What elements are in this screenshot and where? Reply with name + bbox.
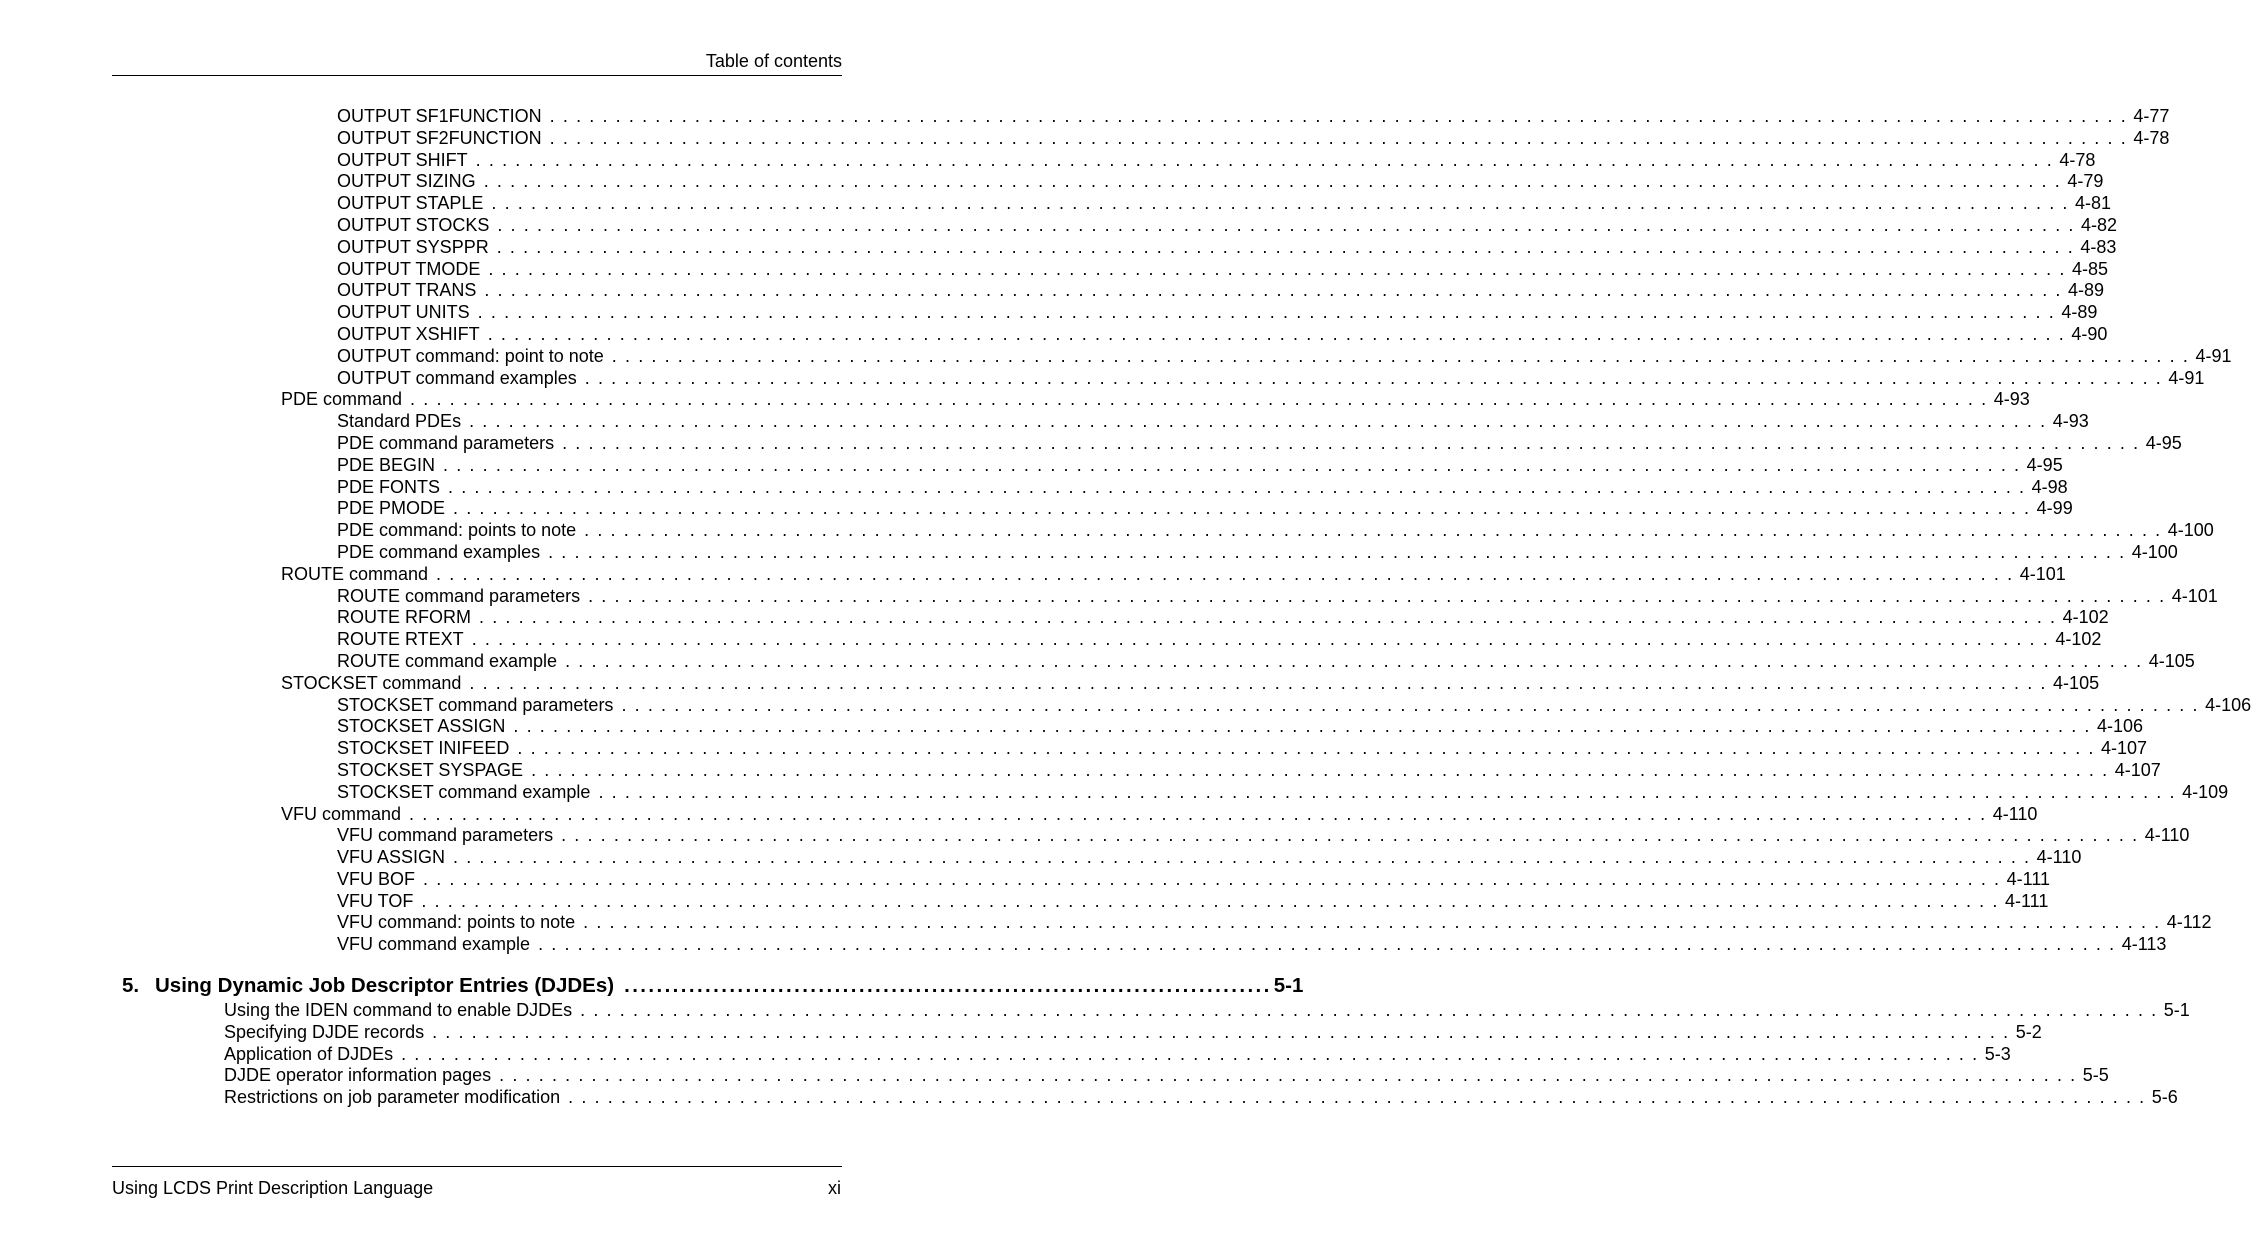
- toc-entry[interactable]: [224, 1087, 2178, 1109]
- dot-leader: . . . . . . . . . . . . . . . . . . . . . . . . . . . . . . . . . . . . . . . . . . . . . . . . . . . . . . . . . . . . . . . . . . . . . . . . . . . . . . . . . . . . . . . . . . . . . . . . . . . . . . . . . . . . . . . . . . . . . . . .: [583, 912, 2161, 933]
- toc-entry[interactable]: [281, 672, 2100, 695]
- dot-leader: . . . . . . . . . . . . . . . . . . . . . . . . . . . . . . . . . . . . . . . . . . . . . . . . . . . . . . . . . . . . . . . . . . . . . . . . . . . . . . . . . . . . . . . . . . . . . . . . . . . . . . . . . . . . . . . . . . . . . . . .: [436, 563, 2014, 584]
- dot-leader: . . . . . . . . . . . . . . . . . . . . . . . . . . . . . . . . . . . . . . . . . . . . . . . . . . . . . . . . . . . . . . . . . . . . . . . . . . . . . . . . . . . . . . . . . . . . . . . . . . . . . . . . . . . . . . . . . . . . . . . .: [443, 454, 2021, 475]
- dot-leader: . . . . . . . . . . . . . . . . . . . . . . . . . . . . . . . . . . . . . . . . . . . . . . . . . . . . . . . . . . . . . . . . . . . . . . . . . . . . . . . . . . . . . . . . . . . . . . . . . . . . . . . . . . . . . . . . . . . . . . . .: [568, 1087, 2146, 1108]
- dot-leader: . . . . . . . . . . . . . . . . . . . . . . . . . . . . . . . . . . . . . . . . . . . . . . . . . . . . . . . . . . . . . . . . . . . . . . . . . . . . . . . . . . . . . . . . . . . . . . . . . . . . . . . . . . . . . . . . . . . . . . . .: [453, 498, 2031, 519]
- toc-entry-page-number: 4-95: [2145, 432, 2182, 453]
- toc-entry-title: OUTPUT TRANS: [337, 280, 477, 301]
- dot-leader: . . . . . . . . . . . . . . . . . . . . . . . . . . . . . . . . . . . . . . . . . . . . . . . . . . . . . . . . . . . . . . . . . . . . . . . . . . . . . . . . . . . . . . . . . . . . . . . . . . . . . . . . . . . . . . . . . . . . . . . .: [483, 171, 2062, 192]
- toc-entry-title: PDE PMODE: [337, 498, 446, 519]
- toc-entry-page-number: 4-78: [2059, 149, 2096, 170]
- dot-leader: . . . . . . . . . . . . . . . . . . . . . . . . . . . . . . . . . . . . . . . . . . . . . . . . . . . . . . . . . . . . . . . . . . . . . . . . . . . . . . . . . . . . . . . . . . . . . . . . . . . . . . . . . . . . . . . . . . . . . . . .: [517, 738, 2096, 759]
- dot-leader: . . . . . . . . . . . . . . . . . . . . . . . . . . . . . . . . . . . . . . . . . . . . . . . . . . . . . . . . . . . . . . . . . . . . . . . . . . . . . . . . . . . . . . . . . . . . . . . . . . . . . . . . . . . . . . . . . . . . . . . .: [565, 650, 2143, 671]
- dot-leader: . . . . . . . . . . . . . . . . . . . . . . . . . . . . . . . . . . . . . . . . . . . . . . . . . . . . . . . . . . . . . . . . . . . . . . . . . . . . . . . . . . . . . . . . . . . . . . . . . . . . . . . . . . . . . . . . . . . . . . . .: [477, 302, 2056, 323]
- dot-leader: . . . . . . . . . . . . . . . . . . . . . . . . . . . . . . . . . . . . . . . . . . . . . . . . . . . . . . . . . . . . . . . . . . . . . . . . . . . . . . . . . . . . . . . . . . . . . . . . . . . . . . . . . . . . . . . . . . . . . . . .: [588, 585, 2166, 606]
- toc-entry[interactable]: [337, 127, 2170, 150]
- dot-leader: . . . . . . . . . . . . . . . . . . . . . . . . . . . . . . . . . . . . . . . . . . . . . . . . . . . . . . . . . . . . . . . . . . . . . . . . . . . . . . . . . . . . . . . . . . . . . . . . . . . . . . . . . . . . . . . . . . . . . . . .: [538, 934, 2116, 955]
- toc-entry-title: ROUTE RFORM: [337, 607, 471, 628]
- toc-entry-title: STOCKSET command parameters: [337, 694, 614, 715]
- toc-entry-title: OUTPUT SF2FUNCTION: [337, 127, 542, 148]
- toc-entry-title: OUTPUT XSHIFT: [337, 323, 480, 344]
- toc-entry-page-number: 4-91: [2195, 345, 2232, 366]
- toc-entry-title: Restrictions on job parameter modification: [224, 1087, 561, 1108]
- running-header-title: Table of contents: [705, 51, 842, 71]
- toc-entry-page-number: 4-83: [2080, 236, 2117, 257]
- toc-entry-page-number: 4-89: [2068, 280, 2105, 301]
- toc-entry-title: STOCKSET command example: [337, 781, 591, 802]
- dot-leader: . . . . . . . . . . . . . . . . . . . . . . . . . . . . . . . . . . . . . . . . . . . . . . . . . . . . . . . . . . . . . . . . . . . . . . . . . . . . . . . . . . . . . . . . . . . . . . . . . . . . . . . . . . . . . . . . . . . . . . . .: [531, 759, 2109, 780]
- dot-leader: . . . . . . . . . . . . . . . . . . . . . . . . . . . . . . . . . . . . . . . . . . . . . . . . . . . . . . . . . . . . . . . . . . . . . . . . . . . . . . . . . . . . . . . . . . . . . . . . . . . . . . . . . . . . . . . . . . . . . . . .: [584, 367, 2163, 388]
- toc-entry[interactable]: [337, 629, 2102, 651]
- toc-section-chapter-4: [0, 106, 2251, 956]
- toc-entry[interactable]: [337, 541, 2178, 564]
- dot-leader: . . . . . . . . . . . . . . . . . . . . . . . . . . . . . . . . . . . . . . . . . . . . . . . . . . . . . . . . . . . . . . . . . . . . . . . . . . . . . . . . . . . . . . . . . . . . . . . . . . . . . . . . . . . . . . . . . . . . . . . .: [409, 803, 1987, 824]
- toc-entry-page-number: 4-110: [1992, 803, 2038, 824]
- toc-entry[interactable]: [337, 476, 2068, 499]
- toc-entry-page-number: 4-85: [2071, 258, 2109, 279]
- dot-leader: . . . . . . . . . . . . . . . . . . . . . . . . . . . . . . . . . . . . . . . . . . . . . . . . . . . . . . . . . . . . . . . . . . . . . . . . . . . . . . . . . . . . . . . . . . . . . . . . . . . . . . . . . . . . . . . . . . . . . . . .: [580, 1000, 2158, 1021]
- toc-entry-page-number: 4-100: [2167, 520, 2214, 541]
- toc-entry-title: ROUTE command: [281, 563, 429, 584]
- toc-entry-page-number: 4-79: [2067, 171, 2104, 192]
- toc-entry-title: Application of DJDEs: [224, 1043, 394, 1064]
- header-rule: [112, 75, 842, 76]
- toc-entry-page-number: 4-105: [2148, 650, 2195, 671]
- toc-entry-page-number: 5-3: [1984, 1043, 2011, 1064]
- toc-entry-page-number: 4-102: [2055, 629, 2102, 650]
- toc-entry-title: VFU TOF: [337, 890, 414, 911]
- toc-entry[interactable]: [337, 106, 2170, 128]
- dot-leader: . . . . . . . . . . . . . . . . . . . . . . . . . . . . . . . . . . . . . . . . . . . . . . . . . . . . . . . . . . . . . . . . . . . . . . . . . . . . . . . . . . . . . . . . . . . . . . . . . . . . . . . . . . . . . . . . . . . . . . . .: [401, 1043, 1979, 1064]
- table-of-contents: [0, 106, 2251, 1109]
- toc-entry-page-number: 5-5: [2082, 1065, 2109, 1086]
- toc-entry[interactable]: [337, 847, 2082, 869]
- toc-entry-title: PDE command parameters: [337, 432, 555, 453]
- toc-entry-title: VFU command: points to note: [337, 912, 576, 933]
- dot-leader: . . . . . . . . . . . . . . . . . . . . . . . . . . . . . . . . . . . . . . . . . . . . . . . . . . . . . . . . . . . . . . . . . . . . . . . . . . . . . . . . . . . . . . . . . . . . . . . . . . . . . . . . . . . . . . . . . . . . . . . .: [488, 258, 2066, 279]
- toc-entry-title: STOCKSET command: [281, 672, 462, 693]
- toc-section-chapter-5: [0, 1000, 2190, 1109]
- page-number: xi: [828, 1178, 841, 1198]
- dot-leader: . . . . . . . . . . . . . . . . . . . . . . . . . . . . . . . . . . . . . . . . . . . . . . . . . . . . . . . . . . . . . . . . . . . . . . . . . . . . . . . . . . . . . . . . . . . . . . . . . . . . . . . . . . . . . . . . . . . . . . . .: [562, 432, 2140, 453]
- toc-entry[interactable]: [337, 149, 2096, 172]
- toc-entry[interactable]: [337, 934, 2167, 956]
- toc-entry[interactable]: [337, 214, 2118, 237]
- toc-entry-title: DJDE operator information pages: [224, 1065, 492, 1086]
- toc-entry[interactable]: [281, 803, 2038, 826]
- toc-entry-page-number: 4-107: [2101, 738, 2148, 759]
- toc-entry[interactable]: [337, 171, 2104, 193]
- toc-entry-title: VFU BOF: [337, 868, 416, 889]
- toc-entry-page-number: 4-101: [2171, 585, 2218, 606]
- toc-entry-title: Specifying DJDE records: [224, 1021, 425, 1042]
- dot-leader: . . . . . . . . . . . . . . . . . . . . . . . . . . . . . . . . . . . . . . . . . . . . . . . . . . . . . . . . . . . . . . . . . . . . . . . . . . . . . . . . . . . . . . . . . . . . . . . . . . . . . . . . . . . . . . . . . . . . . . . .: [421, 890, 1999, 911]
- dot-leader: . . . . . . . . . . . . . . . . . . . . . . . . . . . . . . . . . . . . . . . . . . . . . . . . . . . . . . . . . . . . . . . . . . . . . . . . . . . . . . . . . . . . . . . . . . . . . . . . . . . . . . . . . . . . . . . . . . . . . . . .: [484, 280, 2062, 301]
- toc-entry[interactable]: [337, 650, 2195, 673]
- toc-entry-title: ROUTE command example: [337, 650, 558, 671]
- dot-leader: . . . . . . . . . . . . . . . . . . . . . . . . . . . . . . . . . . . . . . . . . . . . . . . . . . . . . . . . . . . . . . . . . . . . . . . . . . . . . . . . . . . . . . . . . . . . . . . . . . . . . . . . . . . . . . . . . . . . . . . .: [469, 411, 2047, 432]
- toc-entry-page-number: 4-101: [2019, 563, 2066, 584]
- toc-entry[interactable]: [337, 890, 2049, 913]
- toc-entry-title: OUTPUT SYSPPR: [337, 236, 489, 257]
- toc-entry-title: STOCKSET INIFEED: [337, 738, 510, 759]
- chapter-page-number: 5-1: [1273, 974, 1304, 998]
- toc-entry-page-number: 4-90: [2071, 323, 2108, 344]
- dot-leader: . . . . . . . . . . . . . . . . . . . . . . . . . . . . . . . . . . . . . . . . . . . . . . . . . . . . . . . . . . . . . . . . . . . . . . . . . . . . . . . . . . . . . . . . . . . . . . . . . . . . . . . . . . . . . . . . . . . . . . . .: [423, 868, 2001, 889]
- toc-entry-title: PDE command: points to note: [337, 520, 577, 541]
- toc-entry-title: OUTPUT SHIFT: [337, 149, 468, 170]
- toc-entry-title: OUTPUT STAPLE: [337, 193, 484, 214]
- toc-entry-page-number: 4-93: [1993, 389, 2030, 410]
- chapter-number: 5.: [122, 974, 140, 998]
- toc-entry-page-number: 4-99: [2036, 498, 2073, 519]
- toc-entry-page-number: 4-111: [2004, 890, 2049, 911]
- toc-entry[interactable]: [337, 345, 2232, 368]
- dot-leader: . . . . . . . . . . . . . . . . . . . . . . . . . . . . . . . . . . . . . . . . . . . . . . . . . . . . . . . . . . . . . . . . . . . . . . . . . . . . . . . . . . . . . . . . . . . . . . . . . . . . . . . . . . . . . . . . . . . . . . . .: [475, 149, 2054, 170]
- dot-leader: . . . . . . . . . . . . . . . . . . . . . . . . . . . . . . . . . . . . . . . . . . . . . . . . . . . . . . . . . . . . . . . . . . . . . . . . . . . . . . . . . . . . . . . . . . . . . . . . . . . . . . . . . . . . . . . . . . . . . . . .: [561, 825, 2139, 846]
- toc-entry-title: STOCKSET SYSPAGE: [337, 759, 524, 780]
- toc-entry[interactable]: [337, 411, 2089, 433]
- toc-entry[interactable]: [337, 607, 2109, 629]
- toc-entry[interactable]: [337, 585, 2218, 608]
- dot-leader: . . . . . . . . . . . . . . . . . . . . . . . . . . . . . . . . . . . . . . . . . . . . . . . . . . . . . . . . . . . . . . . . . . . . . . . . . . . . . . . . . . . . . . . . . . . . . . . . . . . . . . . . . . . . . . . . . . . . . . . .: [548, 541, 2126, 562]
- toc-entry-page-number: 4-91: [2168, 367, 2205, 388]
- toc-entry[interactable]: [224, 1043, 2011, 1066]
- toc-entry-title: OUTPUT command: point to note: [337, 345, 604, 366]
- toc-entry-title: VFU command: [281, 803, 402, 824]
- dot-leader: . . . . . . . . . . . . . . . . . . . . . . . . . . . . . . . . . . . . . . . . . . . . . . . . . . . . . . . . . . . . . . . . . . . . . . . . . . . . . . . . . . . . . . . . . . . . . . . . . . . . . . . . . . . . . . . . . . . . . . . .: [513, 716, 2092, 737]
- toc-entry-page-number: 4-98: [2031, 476, 2068, 497]
- toc-entry[interactable]: [224, 1065, 2109, 1087]
- toc-entry[interactable]: [337, 454, 2063, 477]
- toc-entry[interactable]: [337, 694, 2251, 717]
- toc-entry[interactable]: [337, 367, 2205, 390]
- toc-entry-page-number: 4-112: [2166, 912, 2212, 933]
- toc-entry[interactable]: [337, 193, 2112, 215]
- dot-leader: . . . . . . . . . . . . . . . . . . . . . . . . . . . . . . . . . . . . . . . . . . . . . . . . . . . . . . . . . . . . . . . . . . . . . . . . . . . . . . . . . . . . . . . . . . . . . . . . . . . . . . . . . . . . . . . . . . . . . . . .: [432, 1021, 2010, 1042]
- dot-leader: . . . . . . . . . . . . . . . . . . . . . . . . . . . . . . . . . . . . . . . . . . . . . . . . . . . . . . . . . . . . . . . . . . . . . . . . . . . . . . . . . . . . . . . . . . . . . . . . . . . . . . . . . . . . . . . . . . . . . . . .: [487, 323, 2066, 344]
- toc-entry-page-number: 4-105: [2053, 672, 2100, 693]
- toc-entry[interactable]: [337, 236, 2117, 259]
- toc-entry-title: OUTPUT command examples: [337, 367, 577, 388]
- dot-leader: . . . . . . . . . . . . . . . . . . . . . . . . . . . . . . . . . . . . . . . . . . . . . . . . . . . . . . . . . . . . . . . . . . . . . . . . . . . . . . . . . . . . . . . . . . . . . . . . . . . . . . . . . . . . . . . . . . . . . . . .: [598, 781, 2177, 802]
- toc-entry-page-number: 4-102: [2062, 607, 2109, 628]
- dot-leader: . . . . . . . . . . . . . . . . . . . . . . . . . . . . . . . . . . . . . . . . . . . . . . . . . . . . . . . . . . . . . . . . . . . . . . . . . . . . . . . . . . . . . . . . . . . . . . . . . . . . . . . . . . . . . . . . . . . . . . . .: [448, 476, 2026, 497]
- toc-entry-page-number: 4-110: [2144, 825, 2190, 846]
- chapter-title: Using Dynamic Job Descriptor Entries (DJDEs): [155, 974, 615, 998]
- toc-entry-page-number: 4-113: [2121, 934, 2167, 955]
- toc-entry-page-number: 4-95: [2026, 454, 2063, 475]
- toc-entry[interactable]: [337, 912, 2212, 934]
- toc-entry[interactable]: [337, 258, 2109, 281]
- toc-entry-title: PDE BEGIN: [337, 454, 436, 475]
- dot-leader: . . . . . . . . . . . . . . . . . . . . . . . . . . . . . . . . . . . . . . . . . . . . . . . . . . . . . . . . . . . . . . . . . . . . . . . . . . . . . . . . . . . . . . . . . . . . . . . . . . . . . . . . . . . . . . . . . . . . . . . .: [584, 520, 2162, 541]
- toc-entry-title: VFU ASSIGN: [337, 847, 446, 868]
- toc-entry-page-number: 5-1: [2163, 1000, 2190, 1021]
- toc-entry[interactable]: [337, 868, 2051, 891]
- toc-entry-title: PDE FONTS: [337, 476, 441, 497]
- dot-leader: . . . . . . . . . . . . . . . . . . . . . . . . . . . . . . . . . . . . . . . . . . . . . . . . . . . . . . . . . . . . . . . . . . . . . . . . . . . . . . . . . . . . . . . . . . . . . . . . . . . . . . . . . . . . . . . . . . . . . . . .: [496, 236, 2075, 257]
- toc-entry-page-number: 4-111: [2006, 868, 2051, 889]
- toc-entry-page-number: 4-110: [2036, 847, 2082, 868]
- toc-entry-page-number: 4-81: [2075, 193, 2112, 214]
- toc-entry-title: PDE command examples: [337, 541, 541, 562]
- toc-entry-title: OUTPUT SF1FUNCTION: [337, 106, 542, 126]
- dot-leader: ................................................................................: [624, 974, 1272, 998]
- toc-entry-title: STOCKSET ASSIGN: [337, 716, 506, 737]
- toc-entry[interactable]: [337, 520, 2214, 542]
- dot-leader: . . . . . . . . . . . . . . . . . . . . . . . . . . . . . . . . . . . . . . . . . . . . . . . . . . . . . . . . . . . . . . . . . . . . . . . . . . . . . . . . . . . . . . . . . . . . . . . . . . . . . . . . . . . . . . . . . . . . . . . .: [499, 1065, 2077, 1086]
- dot-leader: . . . . . . . . . . . . . . . . . . . . . . . . . . . . . . . . . . . . . . . . . . . . . . . . . . . . . . . . . . . . . . . . . . . . . . . . . . . . . . . . . . . . . . . . . . . . . . . . . . . . . . . . . . . . . . . . . . . . . . . .: [453, 847, 2031, 868]
- running-footer-title: Using LCDS Print Description Language: [112, 1178, 434, 1198]
- toc-entry[interactable]: [337, 323, 2108, 346]
- dot-leader: . . . . . . . . . . . . . . . . . . . . . . . . . . . . . . . . . . . . . . . . . . . . . . . . . . . . . . . . . . . . . . . . . . . . . . . . . . . . . . . . . . . . . . . . . . . . . . . . . . . . . . . . . . . . . . . . . . . . . . . .: [549, 127, 2128, 148]
- toc-entry[interactable]: [337, 781, 2229, 804]
- toc-entry-page-number: 4-109: [2182, 781, 2229, 802]
- toc-entry-page-number: 4-107: [2114, 759, 2161, 780]
- toc-entry-page-number: 4-82: [2081, 214, 2118, 235]
- dot-leader: . . . . . . . . . . . . . . . . . . . . . . . . . . . . . . . . . . . . . . . . . . . . . . . . . . . . . . . . . . . . . . . . . . . . . . . . . . . . . . . . . . . . . . . . . . . . . . . . . . . . . . . . . . . . . . . . . . . . . . . .: [611, 345, 2190, 366]
- toc-entry[interactable]: [224, 1000, 2190, 1022]
- toc-entry-title: OUTPUT SIZING: [337, 171, 476, 192]
- toc-entry-page-number: 4-106: [2097, 716, 2144, 737]
- toc-entry[interactable]: [281, 389, 2030, 411]
- toc-entry-page-number: 4-93: [2052, 411, 2089, 432]
- toc-entry-page-number: 4-77: [2133, 106, 2170, 126]
- dot-leader: . . . . . . . . . . . . . . . . . . . . . . . . . . . . . . . . . . . . . . . . . . . . . . . . . . . . . . . . . . . . . . . . . . . . . . . . . . . . . . . . . . . . . . . . . . . . . . . . . . . . . . . . . . . . . . . . . . . . . . . .: [497, 214, 2075, 235]
- toc-entry-page-number: 5-2: [2015, 1021, 2042, 1042]
- dot-leader: . . . . . . . . . . . . . . . . . . . . . . . . . . . . . . . . . . . . . . . . . . . . . . . . . . . . . . . . . . . . . . . . . . . . . . . . . . . . . . . . . . . . . . . . . . . . . . . . . . . . . . . . . . . . . . . . . . . . . . . .: [471, 629, 2050, 650]
- toc-entry[interactable]: [337, 825, 2190, 847]
- dot-leader: . . . . . . . . . . . . . . . . . . . . . . . . . . . . . . . . . . . . . . . . . . . . . . . . . . . . . . . . . . . . . . . . . . . . . . . . . . . . . . . . . . . . . . . . . . . . . . . . . . . . . . . . . . . . . . . . . . . . . . . .: [491, 193, 2070, 214]
- toc-entry-title: Standard PDEs: [337, 411, 462, 432]
- toc-entry-title: ROUTE command parameters: [337, 585, 581, 606]
- dot-leader: . . . . . . . . . . . . . . . . . . . . . . . . . . . . . . . . . . . . . . . . . . . . . . . . . . . . . . . . . . . . . . . . . . . . . . . . . . . . . . . . . . . . . . . . . . . . . . . . . . . . . . . . . . . . . . . . . . . . . . . .: [479, 607, 2057, 628]
- dot-leader: . . . . . . . . . . . . . . . . . . . . . . . . . . . . . . . . . . . . . . . . . . . . . . . . . . . . . . . . . . . . . . . . . . . . . . . . . . . . . . . . . . . . . . . . . . . . . . . . . . . . . . . . . . . . . . . . . . . . . . . .: [549, 106, 2128, 126]
- toc-entry[interactable]: [337, 759, 2161, 782]
- toc-entry-title: PDE command: [281, 389, 403, 410]
- toc-entry-title: OUTPUT UNITS: [337, 302, 470, 323]
- toc-entry-title: Using the IDEN command to enable DJDEs: [224, 1000, 573, 1021]
- toc-entry-title: OUTPUT STOCKS: [337, 214, 490, 235]
- toc-chapter-heading[interactable]: [122, 972, 1304, 1000]
- dot-leader: . . . . . . . . . . . . . . . . . . . . . . . . . . . . . . . . . . . . . . . . . . . . . . . . . . . . . . . . . . . . . . . . . . . . . . . . . . . . . . . . . . . . . . . . . . . . . . . . . . . . . . . . . . . . . . . . . . . . . . . .: [621, 694, 2200, 715]
- toc-entry[interactable]: [281, 563, 2066, 586]
- dot-leader: . . . . . . . . . . . . . . . . . . . . . . . . . . . . . . . . . . . . . . . . . . . . . . . . . . . . . . . . . . . . . . . . . . . . . . . . . . . . . . . . . . . . . . . . . . . . . . . . . . . . . . . . . . . . . . . . . . . . . . . .: [410, 389, 1988, 410]
- toc-entry[interactable]: [337, 280, 2105, 302]
- toc-entry-page-number: 4-106: [2205, 694, 2251, 715]
- toc-entry-page-number: 4-78: [2133, 127, 2170, 148]
- toc-entry-title: OUTPUT TMODE: [337, 258, 481, 279]
- toc-entry[interactable]: [224, 1021, 2042, 1044]
- toc-entry[interactable]: [337, 498, 2073, 520]
- footer-rule: [112, 1166, 842, 1167]
- toc-entry-title: ROUTE RTEXT: [337, 629, 464, 650]
- dot-leader: . . . . . . . . . . . . . . . . . . . . . . . . . . . . . . . . . . . . . . . . . . . . . . . . . . . . . . . . . . . . . . . . . . . . . . . . . . . . . . . . . . . . . . . . . . . . . . . . . . . . . . . . . . . . . . . . . . . . . . . .: [469, 672, 2048, 693]
- toc-entry-page-number: 5-6: [2151, 1087, 2178, 1108]
- toc-entry-page-number: 4-89: [2061, 302, 2098, 323]
- toc-entry-title: VFU command parameters: [337, 825, 554, 846]
- toc-entry-title: VFU command example: [337, 934, 531, 955]
- toc-entry[interactable]: [337, 432, 2182, 455]
- toc-entry[interactable]: [337, 302, 2098, 324]
- toc-entry-page-number: 4-100: [2131, 541, 2178, 562]
- toc-entry[interactable]: [337, 738, 2148, 760]
- toc-entry[interactable]: [337, 716, 2144, 738]
